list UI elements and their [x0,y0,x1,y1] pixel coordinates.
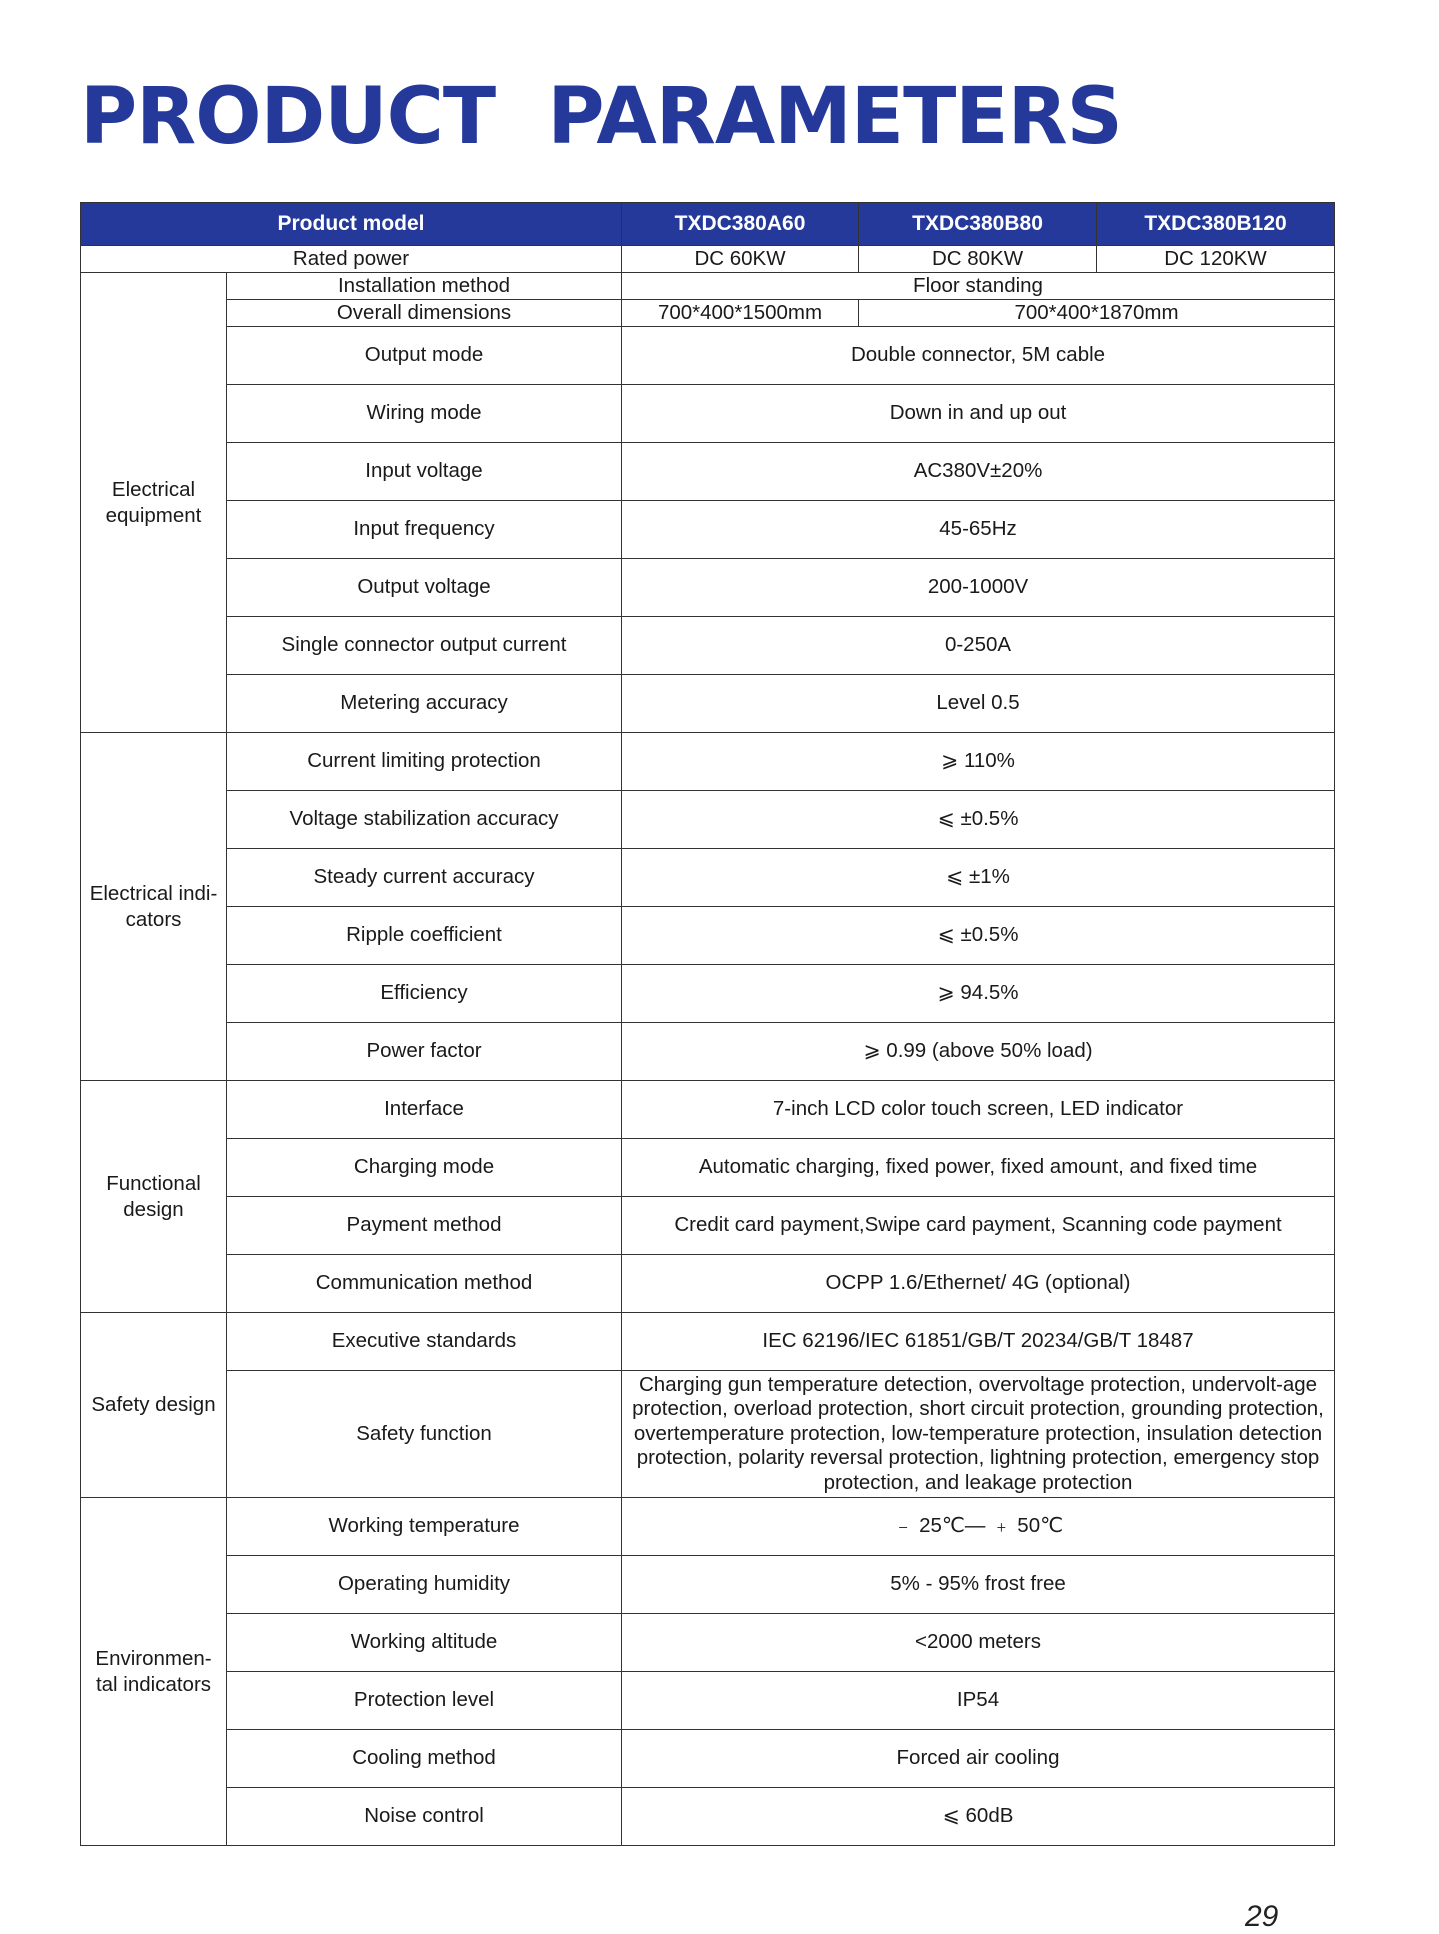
row-value: Charging gun temperature detection, overvoltage protection, undervolt-age protection, overload protection, short circuit protection, grounding protection, overtemperature protection, low-temperature protection, insulation detection protection, polarity reversal protection, lightning protection, emergency stop protection, and leakage protection [622,1371,1335,1498]
table-row [81,1023,1335,1081]
row-label: Payment method [227,1197,622,1255]
table-row [81,273,1335,300]
row-value: 45-65Hz [622,501,1335,559]
row-value: 700*400*1870mm [859,300,1335,327]
model-c: TXDC380B120 [1097,203,1335,246]
table-row [81,501,1335,559]
table-row [81,965,1335,1023]
table-row [81,907,1335,965]
row-label: Executive standards [227,1313,622,1371]
row-value: Forced air cooling [622,1730,1335,1788]
row-value: Credit card payment,Swipe card payment, Scanning code payment [622,1197,1335,1255]
row-label: Output voltage [227,559,622,617]
row-label: Charging mode [227,1139,622,1197]
row-value: ⩾ 110% [622,733,1335,791]
table-row [81,327,1335,385]
table-row [81,1556,1335,1614]
row-label: Current limiting protection [227,733,622,791]
row-value: ⩾ 94.5% [622,965,1335,1023]
row-label: Single connector output current [227,617,622,675]
table-row [81,733,1335,791]
row-label: Safety function [227,1371,622,1498]
row-label: Wiring mode [227,385,622,443]
row-value: ⩽ ±0.5% [622,791,1335,849]
row-label: Power factor [227,1023,622,1081]
row-value: ⩽ 60dB [622,1788,1335,1846]
table-row [81,1788,1335,1846]
row-value: ⩽ ±0.5% [622,907,1335,965]
page-number: 29 [1245,1900,1279,1933]
model-a: TXDC380A60 [622,203,859,246]
rated-power-b: DC 80KW [859,246,1097,273]
row-value: 7-inch LCD color touch screen, LED indicator [622,1081,1335,1139]
table-row [81,559,1335,617]
row-label: Working temperature [227,1498,622,1556]
row-value: <2000 meters [622,1614,1335,1672]
row-value: 200-1000V [622,559,1335,617]
table-row [81,1197,1335,1255]
row-label: Efficiency [227,965,622,1023]
row-label: Input voltage [227,443,622,501]
category-safety-design: Safety design [81,1313,227,1498]
row-value: Floor standing [622,273,1335,300]
table-row [81,1371,1335,1498]
row-value: AC380V±20% [622,443,1335,501]
table-row [81,1498,1335,1556]
row-label: Operating humidity [227,1556,622,1614]
table-row [81,849,1335,907]
table-header-row [81,203,1335,246]
row-label: Working altitude [227,1614,622,1672]
row-label: Voltage stabilization accuracy [227,791,622,849]
table-row [81,1313,1335,1371]
row-value: ⩽ ±1% [622,849,1335,907]
row-value: Automatic charging, fixed power, fixed amount, and fixed time [622,1139,1335,1197]
category-environmental-indicators: Environmen-tal indicators [81,1498,227,1846]
table-row [81,1139,1335,1197]
table-row [81,1081,1335,1139]
table-row [81,617,1335,675]
row-value: ﹣ 25℃— ﹢ 50℃ [622,1498,1335,1556]
model-b: TXDC380B80 [859,203,1097,246]
table-row [81,1730,1335,1788]
row-value: ⩾ 0.99 (above 50% load) [622,1023,1335,1081]
table-row [81,675,1335,733]
row-label: Protection level [227,1672,622,1730]
row-value: 5% - 95% frost free [622,1556,1335,1614]
rated-power-a: DC 60KW [622,246,859,273]
row-label: Interface [227,1081,622,1139]
row-value: Level 0.5 [622,675,1335,733]
row-value: Double connector, 5M cable [622,327,1335,385]
row-label: Installation method [227,273,622,300]
row-value: IEC 62196/IEC 61851/GB/T 20234/GB/T 18487 [622,1313,1335,1371]
page-title: PRODUCT PARAMETERS [80,72,1122,162]
row-value: 700*400*1500mm [622,300,859,327]
row-value: IP54 [622,1672,1335,1730]
row-label: Overall dimensions [227,300,622,327]
row-label: Output mode [227,327,622,385]
row-label: Metering accuracy [227,675,622,733]
row-label: Cooling method [227,1730,622,1788]
table-row [81,1614,1335,1672]
table-row [81,443,1335,501]
row-value: 0-250A [622,617,1335,675]
table-row [81,246,1335,273]
rated-power-c: DC 120KW [1097,246,1335,273]
table-row [81,1672,1335,1730]
product-parameters-table [80,202,1335,1846]
row-label: Input frequency [227,501,622,559]
row-label: Steady current accuracy [227,849,622,907]
row-value: Down in and up out [622,385,1335,443]
category-electrical-equipment: Electrical equipment [81,273,227,733]
row-label: Communication method [227,1255,622,1313]
table-row [81,300,1335,327]
row-label: Ripple coefficient [227,907,622,965]
rated-power-label: Rated power [81,246,622,273]
category-electrical-indicators: Electrical indi-cators [81,733,227,1081]
row-label: Noise control [227,1788,622,1846]
category-functional-design: Functional design [81,1081,227,1313]
table-row [81,385,1335,443]
row-value: OCPP 1.6/Ethernet/ 4G (optional) [622,1255,1335,1313]
table-row [81,1255,1335,1313]
product-model-label: Product model [81,203,622,246]
table-row [81,791,1335,849]
